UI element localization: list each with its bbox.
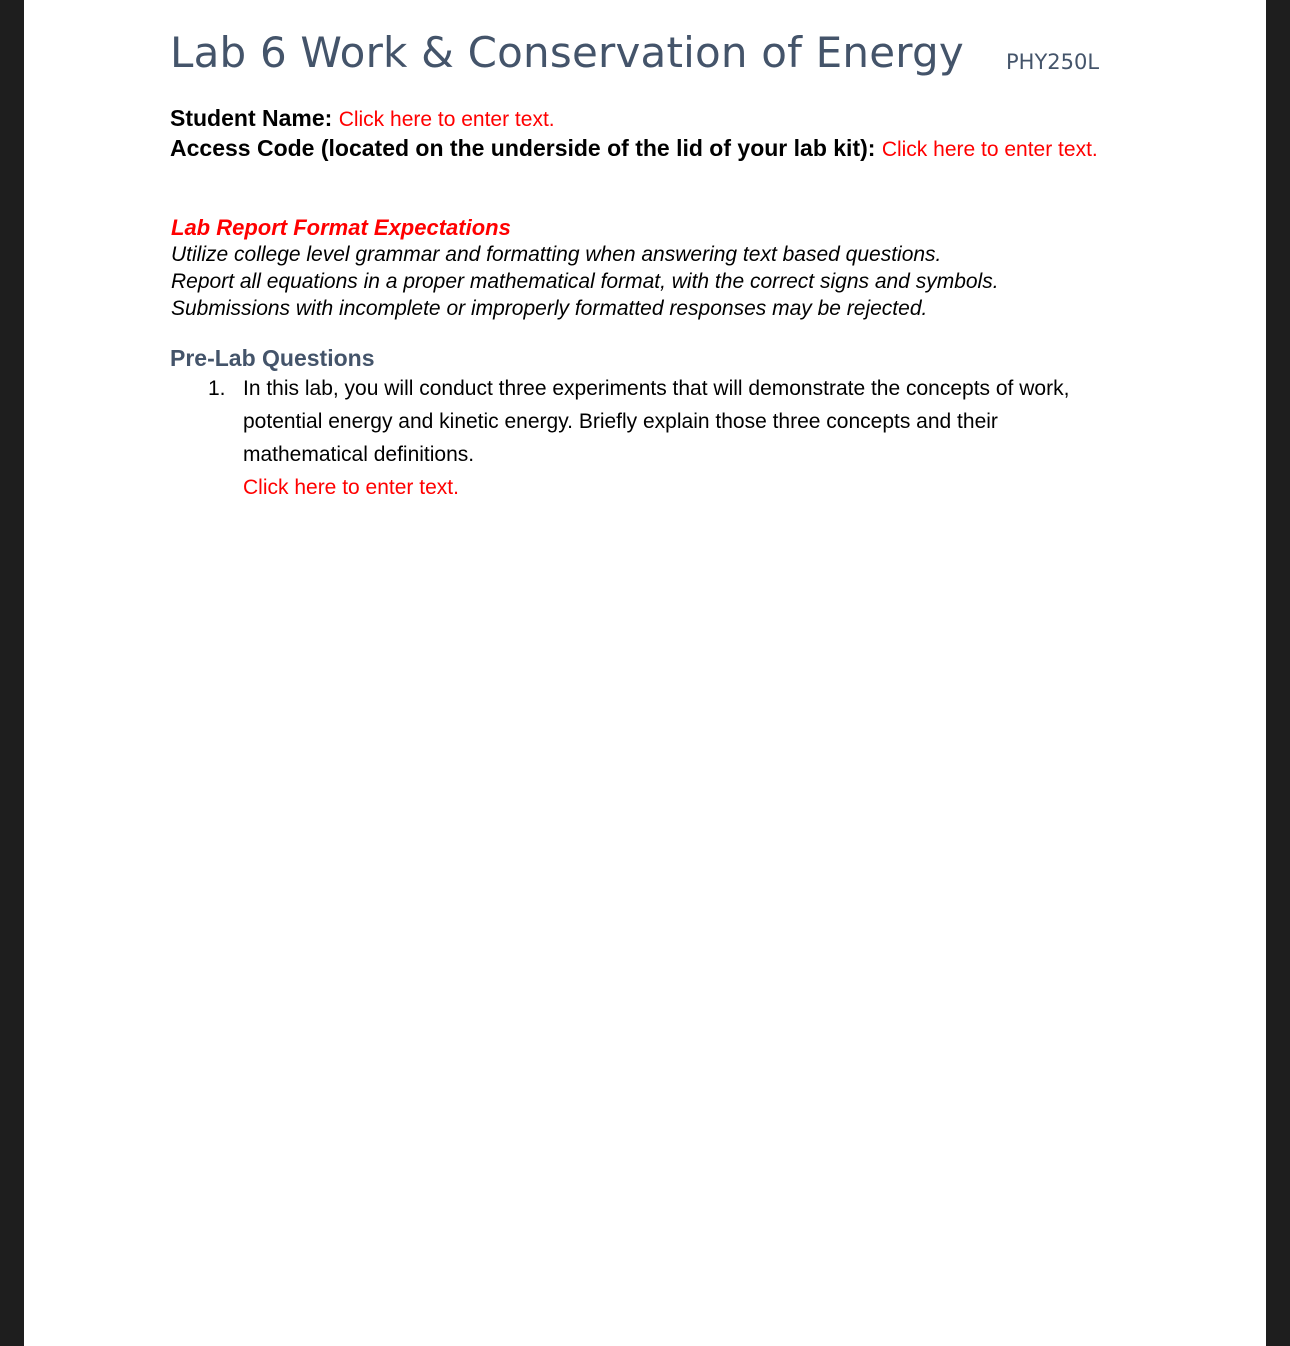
- document-title: Lab 6 Work & Conservation of Energy: [170, 28, 964, 77]
- format-expectation-line: Report all equations in a proper mathematical format, with the correct signs and symbols.: [171, 270, 999, 293]
- document-page: [24, 0, 1266, 1346]
- prelab-question-list: [208, 372, 1118, 504]
- question-number: 1.: [208, 377, 226, 400]
- student-name-label: Student Name:: [170, 105, 333, 131]
- format-expectation-line: Submissions with incomplete or improperly formatted responses may be rejected.: [171, 297, 928, 320]
- access-code-label: Access Code (located on the underside of the lid of your lab kit):: [170, 135, 876, 161]
- student-info-section: [170, 104, 1110, 164]
- student-name-row: [170, 104, 1110, 134]
- format-expectations-section: [171, 214, 1131, 322]
- access-code-row: [170, 134, 1110, 164]
- access-code-field[interactable]: Click here to enter text.: [881, 138, 1098, 161]
- format-expectations-heading: Lab Report Format Expectations: [171, 215, 511, 240]
- question-answer-field[interactable]: Click here to enter text.: [243, 476, 459, 499]
- prelab-question: [208, 372, 1118, 504]
- course-code: PHY250L: [1006, 50, 1100, 74]
- prelab-heading: Pre-Lab Questions: [170, 345, 375, 371]
- student-name-field[interactable]: Click here to enter text.: [338, 108, 555, 131]
- format-expectation-line: Utilize college level grammar and formatting when answering text based questions.: [171, 243, 942, 266]
- question-text: In this lab, you will conduct three experiments that will demonstrate the concepts of work, potential energy and kinetic energy. Briefly explain those three concepts and their mathematical definitions.: [243, 377, 1070, 466]
